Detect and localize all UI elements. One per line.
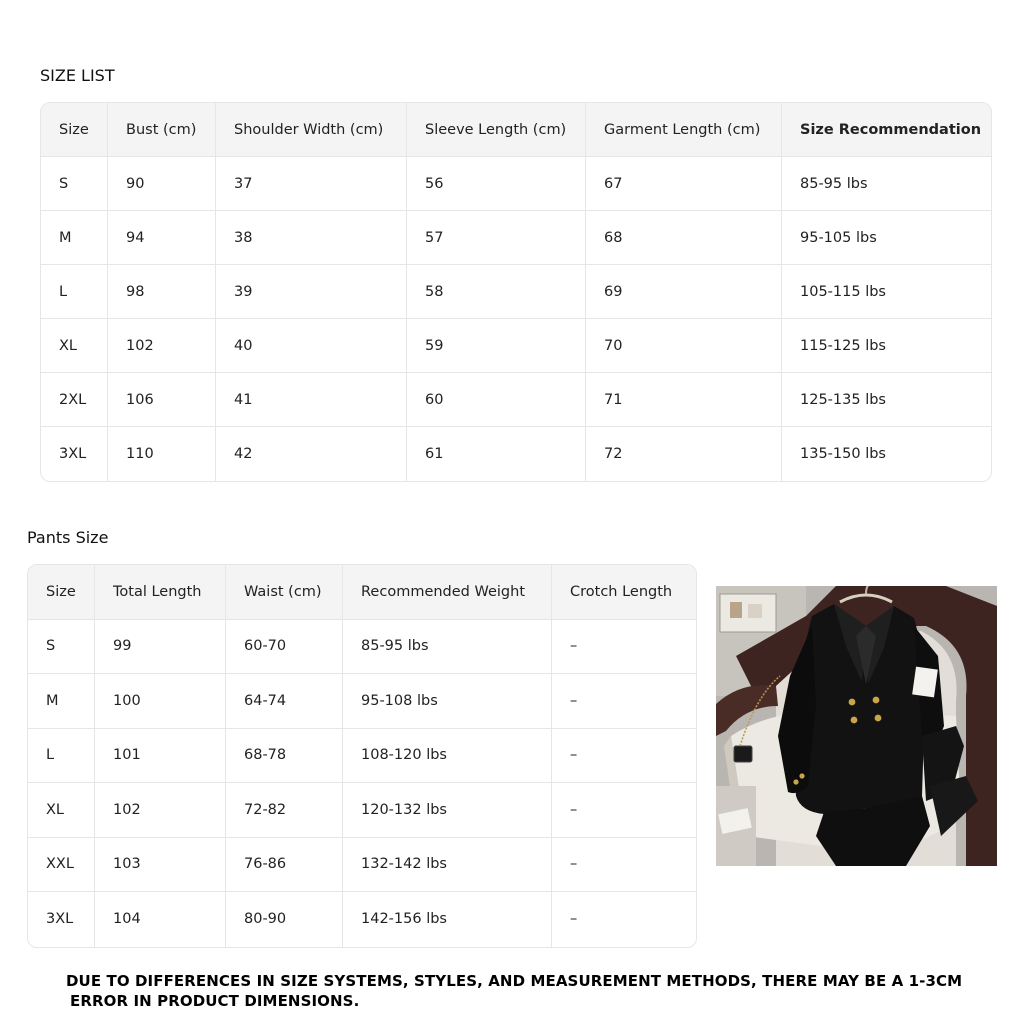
- table-cell: 71: [586, 373, 782, 427]
- table-cell: 98: [108, 265, 216, 319]
- table-cell: 101: [95, 729, 226, 784]
- table-cell: 57: [407, 211, 586, 265]
- table-cell: 80-90: [226, 892, 343, 947]
- table-cell: 100: [95, 674, 226, 729]
- table-cell: 102: [95, 783, 226, 838]
- table-cell: –: [570, 911, 578, 928]
- table-row: [28, 620, 696, 675]
- column-header: Size: [28, 565, 95, 620]
- table-cell: 3XL: [41, 427, 108, 481]
- table-cell: 103: [95, 838, 226, 893]
- table-cell: 120-132 lbs: [343, 783, 552, 838]
- table-cell: S: [28, 620, 95, 675]
- table-cell: M: [28, 674, 95, 729]
- table-cell: 58: [407, 265, 586, 319]
- table-row: [28, 783, 696, 838]
- table-row: [41, 211, 991, 265]
- table-cell: 72-82: [226, 783, 343, 838]
- table-cell: 104: [95, 892, 226, 947]
- table-row: [28, 674, 696, 729]
- column-header: Crotch Length: [552, 565, 696, 620]
- table-header-row: [28, 565, 696, 620]
- table-row: [41, 157, 991, 211]
- table-cell: M: [41, 211, 108, 265]
- table-row: [28, 892, 696, 947]
- table-cell: 105-115 lbs: [782, 265, 991, 319]
- table-cell: 76-86: [226, 838, 343, 893]
- table-cell: 132-142 lbs: [343, 838, 552, 893]
- column-header: Size: [41, 103, 108, 157]
- product-photo: [716, 586, 997, 866]
- table-row: [41, 427, 991, 481]
- disclaimer-line-1: DUE TO DIFFERENCES IN SIZE SYSTEMS, STYLES, AND MEASUREMENT METHODS, THERE MAY BE A 1-3CM: [66, 972, 963, 990]
- table-cell: 68-78: [226, 729, 343, 784]
- table-cell: XL: [28, 783, 95, 838]
- column-header: Garment Length (cm): [586, 103, 782, 157]
- table-cell: 67: [586, 157, 782, 211]
- table-cell: L: [28, 729, 95, 784]
- column-header: Shoulder Width (cm): [216, 103, 407, 157]
- table-cell: 108-120 lbs: [343, 729, 552, 784]
- table-cell: 135-150 lbs: [800, 446, 886, 462]
- size-list-table: [40, 102, 992, 482]
- table-cell: 60: [407, 373, 586, 427]
- table-cell: 85-95 lbs: [343, 620, 552, 675]
- table-cell: 95-108 lbs: [343, 674, 552, 729]
- table-cell: –: [552, 674, 696, 729]
- table-cell: 41: [216, 373, 407, 427]
- table-row: [41, 373, 991, 427]
- column-header: Waist (cm): [226, 565, 343, 620]
- table-cell: 56: [407, 157, 586, 211]
- table-cell: 115-125 lbs: [782, 319, 991, 373]
- table-cell: 38: [216, 211, 407, 265]
- table-header-row: [41, 103, 991, 157]
- suit-on-chair-image: [716, 586, 997, 866]
- table-cell: 106: [108, 373, 216, 427]
- table-row: [28, 729, 696, 784]
- table-cell: XL: [41, 319, 108, 373]
- table-cell: 70: [586, 319, 782, 373]
- table-row: [41, 265, 991, 319]
- table-cell: 69: [586, 265, 782, 319]
- table-cell: 142-156 lbs: [343, 892, 552, 947]
- column-header: Recommended Weight: [343, 565, 552, 620]
- pants-size-title: Pants Size: [27, 528, 109, 547]
- table-cell: 110: [108, 427, 216, 481]
- table-cell: –: [552, 838, 696, 893]
- table-cell: S: [41, 157, 108, 211]
- table-cell: 94: [108, 211, 216, 265]
- size-disclaimer: [66, 971, 1006, 1011]
- table-cell: 42: [216, 427, 407, 481]
- pants-size-table: [27, 564, 697, 948]
- table-cell: 95-105 lbs: [782, 211, 991, 265]
- table-cell: 85-95 lbs: [782, 157, 991, 211]
- table-cell: 60-70: [226, 620, 343, 675]
- size-list-title: SIZE LIST: [40, 66, 115, 85]
- table-cell: L: [41, 265, 108, 319]
- table-cell: 59: [407, 319, 586, 373]
- table-cell: 72: [586, 427, 782, 481]
- table-cell: 61: [407, 427, 586, 481]
- table-cell: 2XL: [41, 373, 108, 427]
- table-cell: 37: [216, 157, 407, 211]
- table-cell: –: [552, 729, 696, 784]
- column-header: Bust (cm): [108, 103, 216, 157]
- table-cell: 125-135 lbs: [782, 373, 991, 427]
- table-cell: 39: [216, 265, 407, 319]
- table-row: [28, 838, 696, 893]
- column-header: Size Recommendation: [782, 103, 991, 157]
- table-row: [41, 319, 991, 373]
- disclaimer-line-2: ERROR IN PRODUCT DIMENSIONS.: [70, 992, 360, 1010]
- table-cell: –: [552, 783, 696, 838]
- table-cell: –: [552, 620, 696, 675]
- table-cell: 64-74: [226, 674, 343, 729]
- table-cell: 102: [108, 319, 216, 373]
- column-header: Total Length: [95, 565, 226, 620]
- table-cell: 3XL: [28, 892, 95, 947]
- table-cell: 40: [216, 319, 407, 373]
- table-cell: 90: [108, 157, 216, 211]
- table-cell: 99: [95, 620, 226, 675]
- table-cell: 68: [586, 211, 782, 265]
- table-cell: XXL: [28, 838, 95, 893]
- column-header: Sleeve Length (cm): [407, 103, 586, 157]
